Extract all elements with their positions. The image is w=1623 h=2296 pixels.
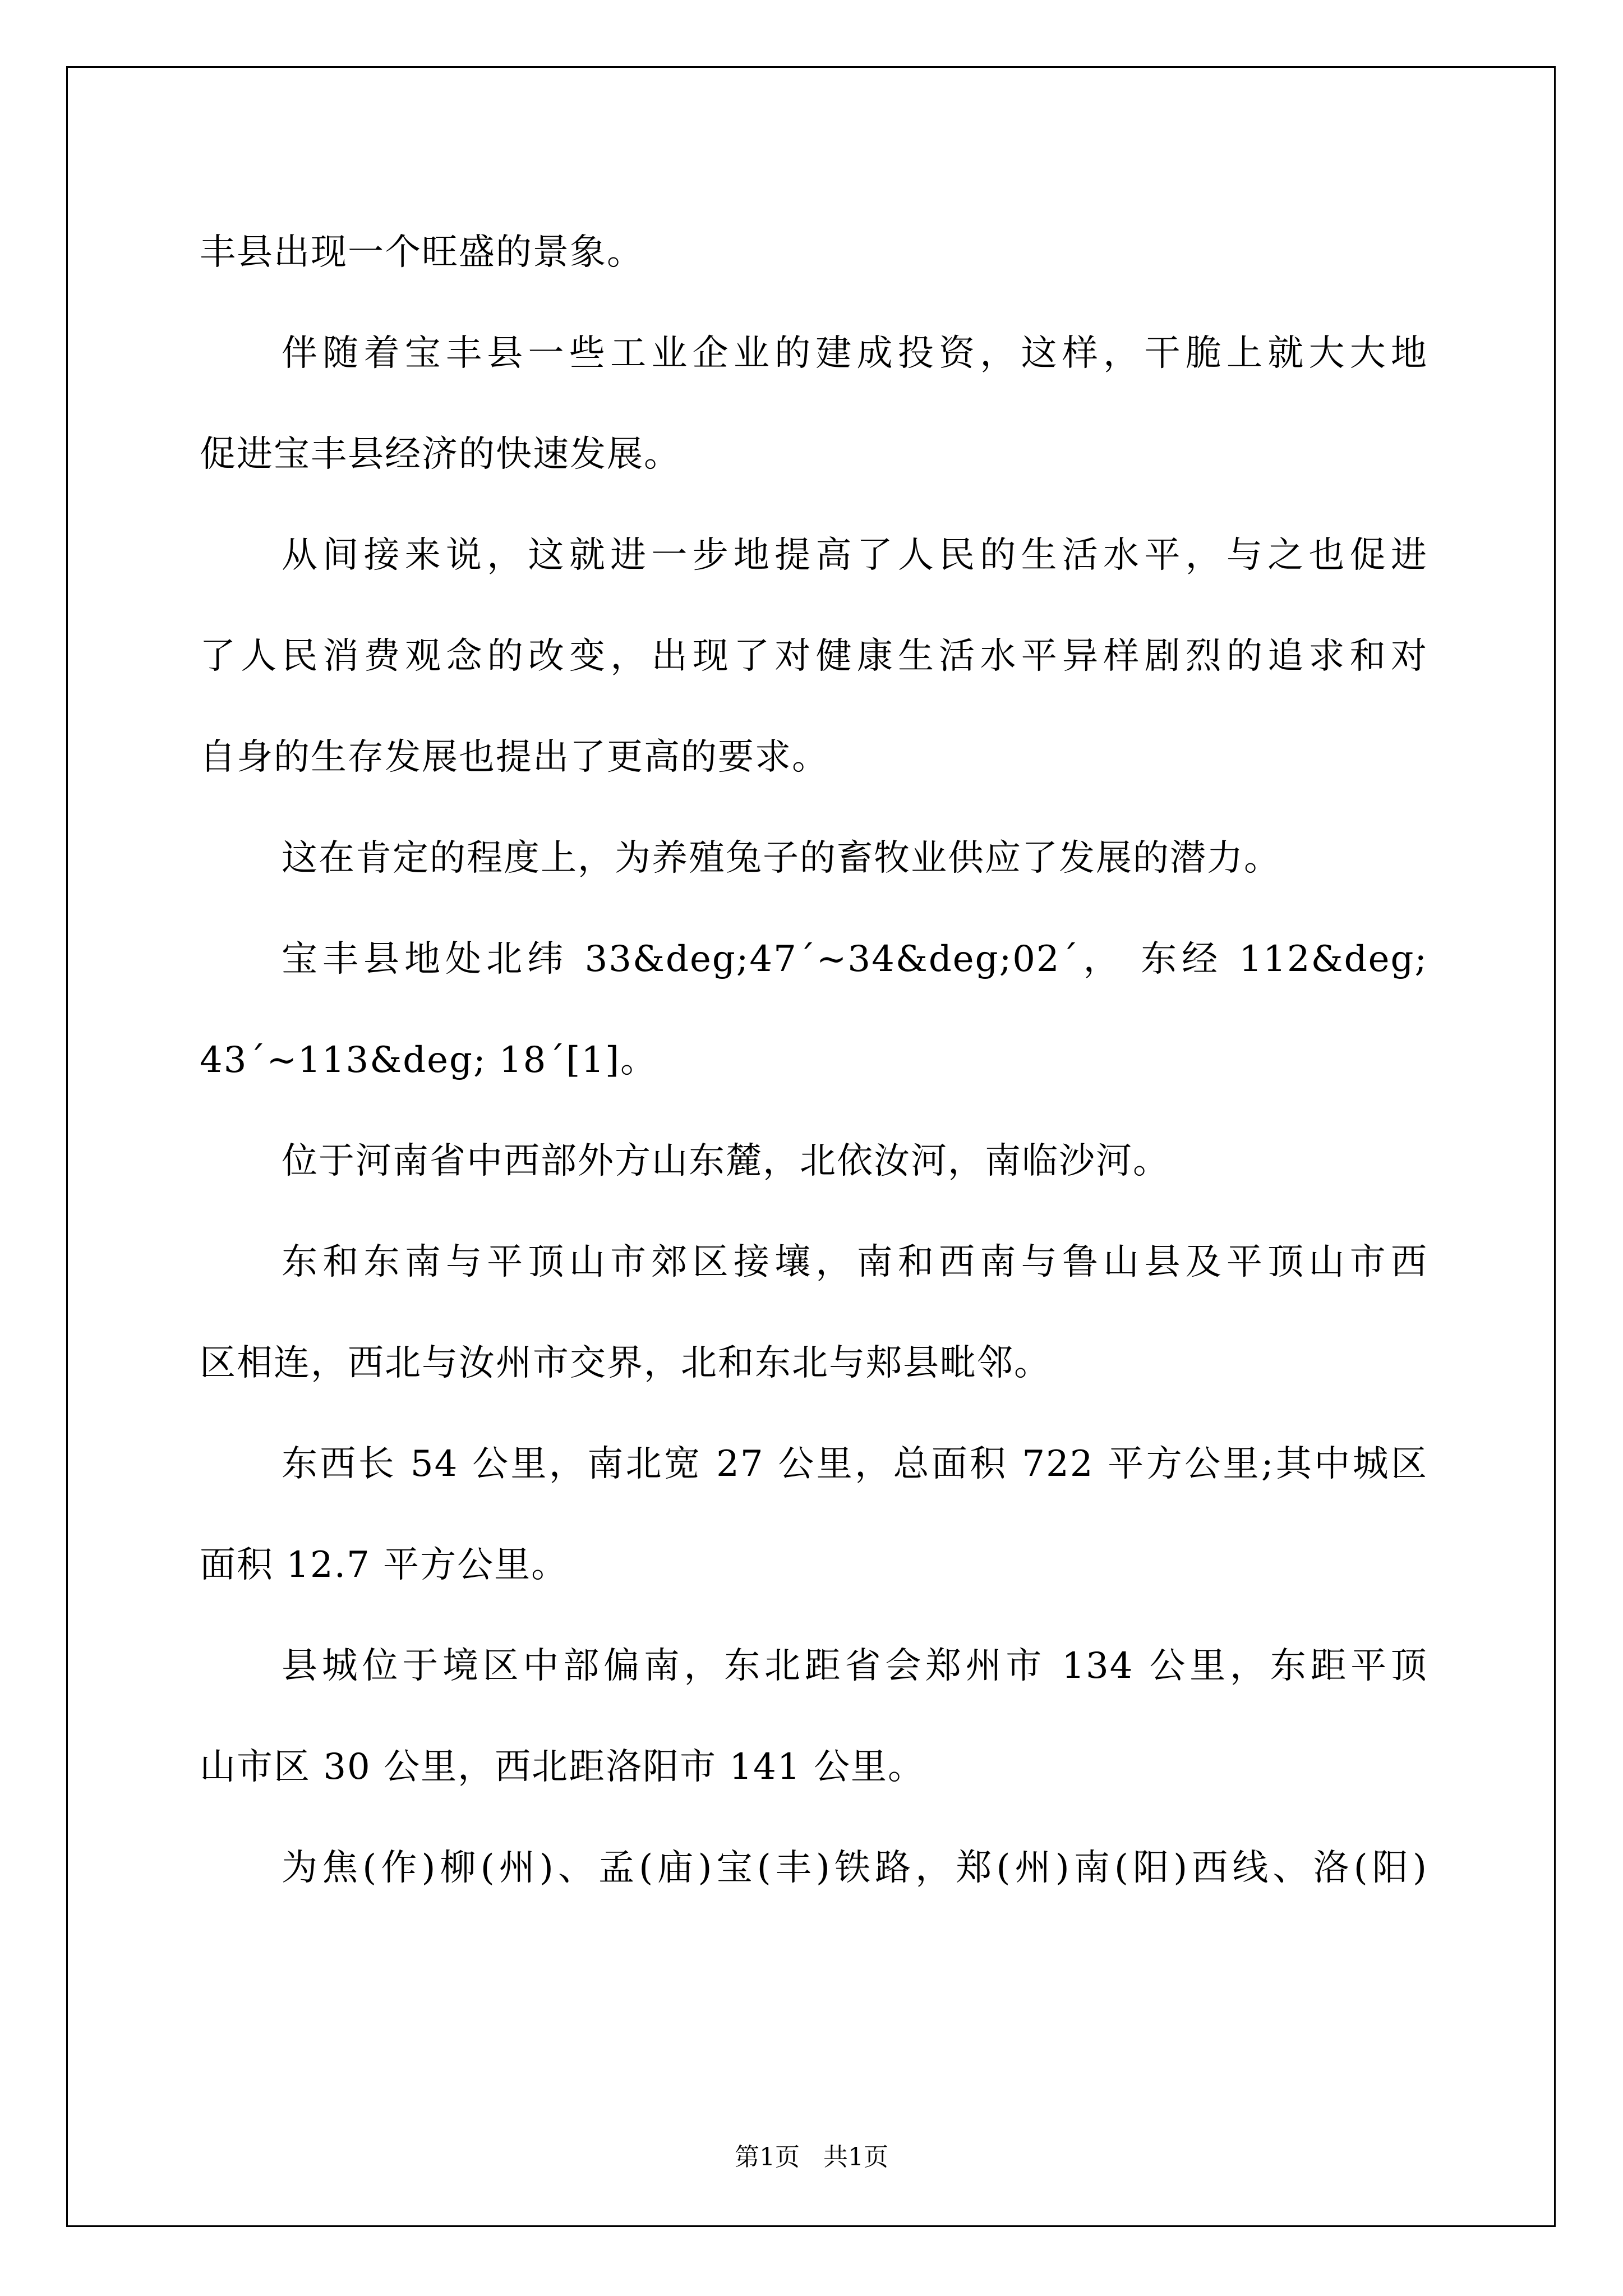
text-line: 了人民消费观念的改变，出现了对健康生活水平异样剧烈的追求和对 — [200, 636, 1428, 677]
text-line: 县城位于境区中部偏南，东北距省会郑州市 134 公里，东距平顶 — [282, 1645, 1428, 1687]
text-line: 从间接来说，这就进一步地提高了人民的生活水平，与之也促进 — [282, 535, 1428, 576]
text-line: 区相连，西北与汝州市交界，北和东北与郏县毗邻。 — [200, 1342, 1051, 1384]
text-line: 东和东南与平顶山市郊区接壤，南和西南与鲁山县及平顶山市西 — [282, 1241, 1428, 1283]
text-line: 43´~113&deg; 18´[1]。 — [200, 1039, 657, 1081]
text-line: 促进宝丰县经济的快速发展。 — [200, 434, 681, 475]
text-line: 自身的生存发展也提出了更高的要求。 — [200, 737, 829, 778]
text-line: 这在肯定的程度上，为养殖兔子的畜牧业供应了发展的潜力。 — [282, 838, 1281, 879]
document-body — [200, 213, 1428, 1930]
text-line: 为焦(作)柳(州)、孟(庙)宝(丰)铁路，郑(州)南(阳)西线、洛(阳) — [282, 1847, 1428, 1889]
text-line: 位于河南省中西部外方山东麓，北依汝河，南临沙河。 — [282, 1140, 1170, 1182]
text-line: 东西长 54 公里，南北宽 27 公里，总面积 722 平方公里;其中城区 — [282, 1443, 1428, 1485]
text-line: 伴随着宝丰县一些工业企业的建成投资，这样，干脆上就大大地 — [282, 333, 1428, 374]
text-line: 丰县出现一个旺盛的景象。 — [200, 232, 644, 273]
text-line: 山市区 30 公里，西北距洛阳市 141 公里。 — [200, 1746, 925, 1788]
text-line: 面积 12.7 平方公里。 — [200, 1544, 569, 1586]
text-line: 宝丰县地处北纬 33&deg;47´~34&deg;02´， 东经 112&deg; — [282, 938, 1428, 980]
page-footer: 第1页 共1页 — [735, 2143, 888, 2171]
